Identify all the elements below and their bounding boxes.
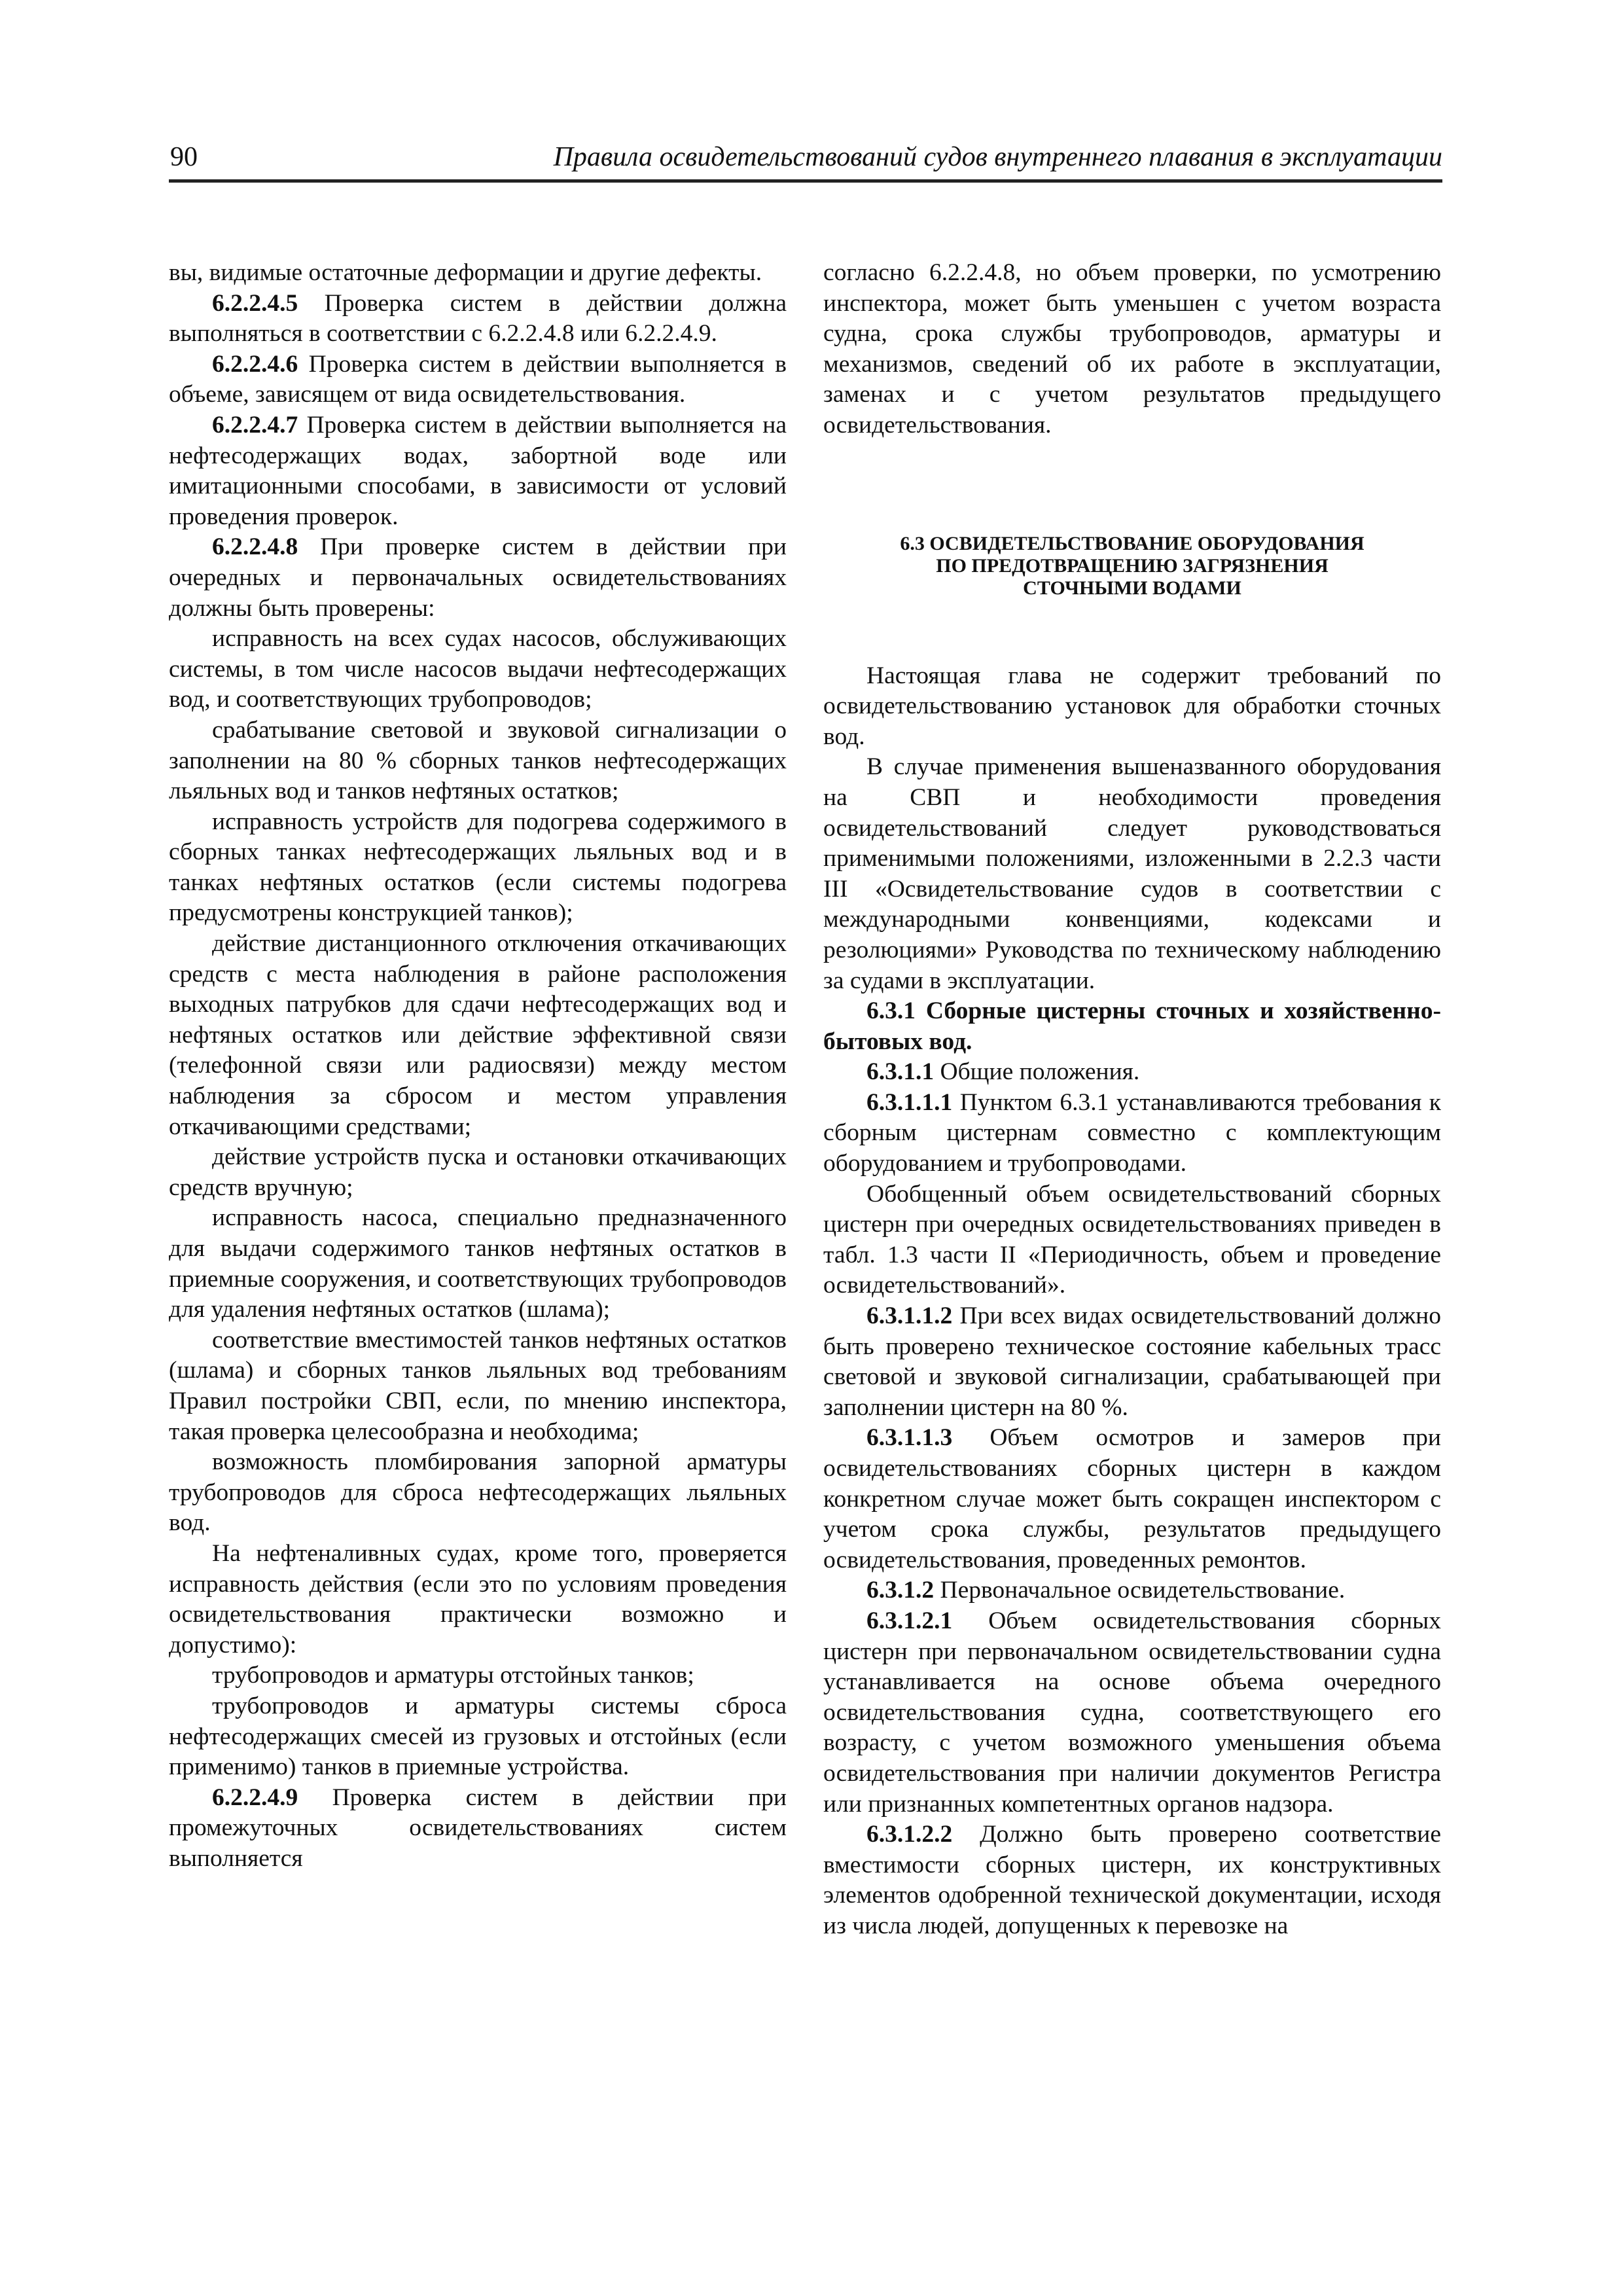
clause-text: Общие положения. (934, 1058, 1140, 1086)
list-item: срабатывание световой и звуковой сигнализации о заполнении на 80 % сборных танков нефтесодержащих льяльных вод и танков нефтяных остатков; (169, 716, 787, 805)
clause-number: 6.3.1.1 (866, 1058, 935, 1086)
clause-text: Пунктом 6.3.1 устанавливаются требования к сборным цистернам совместно с комплектующим оборудованием и трубопроводами. (823, 1088, 1441, 1177)
running-title: Правила освидетельствований судов внутреннего плавания в эксплуатации (553, 142, 1442, 172)
left-column (169, 258, 787, 1874)
clause-text: При проверке систем в действии при очередных и первоначальных освидетельствованиях должны быть проверены: (169, 533, 787, 622)
clause-number: 6.3.1.2 (866, 1577, 935, 1604)
page-header (169, 139, 1442, 183)
clause-number: 6.3.1.1.2 (866, 1302, 953, 1330)
list-item: соответствие вместимостей танков нефтяных остатков (шлама) и сборных танков льяльных вод требованиям Правил постройки СВП, если, по мнению инспектора, такая проверка целесообразна и необходима; (169, 1326, 787, 1445)
list-item: исправность на всех судах насосов, обслуживающих системы, в том числе насосов выдачи нефтесодержащих вод, и соответствующих трубопроводов; (169, 625, 787, 713)
clause-number: 6.3.1.1.1 (866, 1088, 953, 1116)
paragraph (169, 410, 787, 532)
paragraph (169, 532, 787, 624)
paragraph (169, 1783, 787, 1874)
clause-text: Проверка систем в действии должна выполняться в соответствии с 6.2.2.4.8 или 6.2.2.4.9. (169, 289, 787, 348)
paragraph (169, 350, 787, 410)
section-heading-line: ПО ПРЕДОТВРАЩЕНИЮ ЗАГРЯЗНЕНИЯ (936, 554, 1329, 577)
paragraph: Настоящая глава не содержит требований по освидетельствованию установок для обработки сточных вод. (823, 662, 1441, 750)
list-item: трубопроводов и арматуры системы сброса нефтесодержащих смесей из грузовых и отстойных (если применимо) танков в приемные устройства. (169, 1692, 787, 1781)
paragraph (823, 1606, 1441, 1820)
clause-number: 6.3.1.2.1 (866, 1607, 953, 1634)
list-item: действие дистанционного отключения откачивающих средств с места наблюдения в районе расположения выходных патрубков для сдачи нефтесодержащих вод и нефтяных остатков или действие эффективной связи (телефонной связи или радиосвязи) между местом наблюдения за сбросом и местом управления откачивающими средствами; (169, 930, 787, 1140)
paragraph: согласно 6.2.2.4.8, но объем проверки, по усмотрению инспектора, может быть уменьшен с учетом возраста судна, срока службы трубопроводов, арматуры и механизмов, сведений об их работе в эксплуатации, заменах и с учетом результатов предыдущего освидетельствования. (823, 259, 1441, 439)
paragraph (823, 1301, 1441, 1423)
paragraph (823, 1057, 1441, 1088)
paragraph (823, 1820, 1441, 1941)
list-item: исправность устройств для подогрева содержимого в сборных танках нефтесодержащих льяльных вод и в танках нефтяных остатков (если системы подогрева предусмотрены конструкцией танков); (169, 808, 787, 927)
paragraph (823, 1575, 1441, 1606)
paragraph: На нефтеналивных судах, кроме того, проверяется исправность действия (если это по условиям проведения освидетельствования практически возможно и допустимо): (169, 1539, 787, 1659)
paragraph (169, 289, 787, 350)
clause-text: Проверка систем в действии выполняется на нефтесодержащих водах, забортной воде или имитационными способами, в зависимости от условий проведения проверок. (169, 411, 787, 530)
list-item: исправность насоса, специально предназначенного для выдачи содержимого танков нефтяных остатков в приемные сооружения, и соответствующих трубопроводов для удаления нефтяных остатков (шлама); (169, 1204, 787, 1323)
subsection-heading: 6.3.1 Сборные цистерны сточных и хозяйственно-бытовых вод. (823, 997, 1441, 1055)
paragraph: Обобщенный объем освидетельствований сборных цистерн при очередных освидетельствованиях приведен в табл. 1.3 части II «Периодичность, объем и проведение освидетельствований». (823, 1180, 1441, 1299)
clause-number: 6.2.2.4.6 (212, 350, 298, 378)
clause-text: Проверка систем в действии при промежуточных освидетельствованиях систем выполняется (169, 1784, 787, 1872)
clause-number: 6.3.1.2.2 (866, 1821, 953, 1848)
section-heading-line: 6.3 ОСВИДЕТЕЛЬСТВОВАНИЕ ОБОРУДОВАНИЯ (900, 532, 1364, 554)
clause-text: Объем освидетельствования сборных цистерн при первоначальном освидетельствовании судна устанавливается на основе объема очередного освидетельствования судна, соответствующего его возрасту, с учетом возможного уменьшения объема освидетельствования при наличии документов Регистра или признанных компетентных органов надзора. (823, 1607, 1441, 1818)
right-column (823, 258, 1441, 1942)
page-number: 90 (170, 142, 198, 172)
clause-text: Объем осмотров и замеров при освидетельствованиях сборных цистерн в каждом конкретном случае может быть сокращен инспектором с учетом срока службы, результатов предыдущего освидетельствования, проведенных ремонтов. (823, 1424, 1441, 1573)
clause-text: Проверка систем в действии выполняется в объеме, зависящем от вида освидетельствования. (169, 350, 787, 408)
section-heading (823, 533, 1441, 600)
section-heading-line: СТОЧНЫМИ ВОДАМИ (1023, 577, 1241, 599)
clause-text: При всех видах освидетельствований должно быть проверено техническое состояние кабельных трасс световой и звуковой сигнализации, срабатывающей при заполнении цистерн на 80 %. (823, 1302, 1441, 1421)
clause-number: 6.2.2.4.8 (212, 533, 298, 561)
paragraph: вы, видимые остаточные деформации и другие дефекты. (169, 259, 762, 286)
paragraph: В случае применения вышеназванного оборудования на СВП и необходимости проведения освидетельствований следует руководствоваться применимыми положениями, изложенными в 2.2.3 части III «Освидетельствование судов в соответствии с международными конвенциями, кодексами и резолюциями» Руководства по техническому наблюдению за судами в эксплуатации. (823, 753, 1441, 994)
clause-number: 6.2.2.4.7 (212, 411, 298, 439)
clause-text: Первоначальное освидетельствование. (934, 1577, 1346, 1604)
clause-text: Должно быть проверено соответствие вместимости сборных цистерн, их конструктивных элементов одобренной технической документации, исходя из числа людей, допущенных к перевозке на (823, 1821, 1441, 1939)
paragraph (823, 1423, 1441, 1575)
list-item: трубопроводов и арматуры отстойных танков; (212, 1662, 694, 1689)
clause-number: 6.2.2.4.9 (212, 1784, 298, 1811)
list-item: возможность пломбирования запорной арматуры трубопроводов для сброса нефтесодержащих льяльных вод. (169, 1448, 787, 1537)
clause-number: 6.3.1.1.3 (866, 1424, 953, 1452)
clause-number: 6.2.2.4.5 (212, 289, 298, 317)
paragraph (823, 1088, 1441, 1179)
list-item: действие устройств пуска и остановки откачивающих средств вручную; (169, 1143, 787, 1201)
